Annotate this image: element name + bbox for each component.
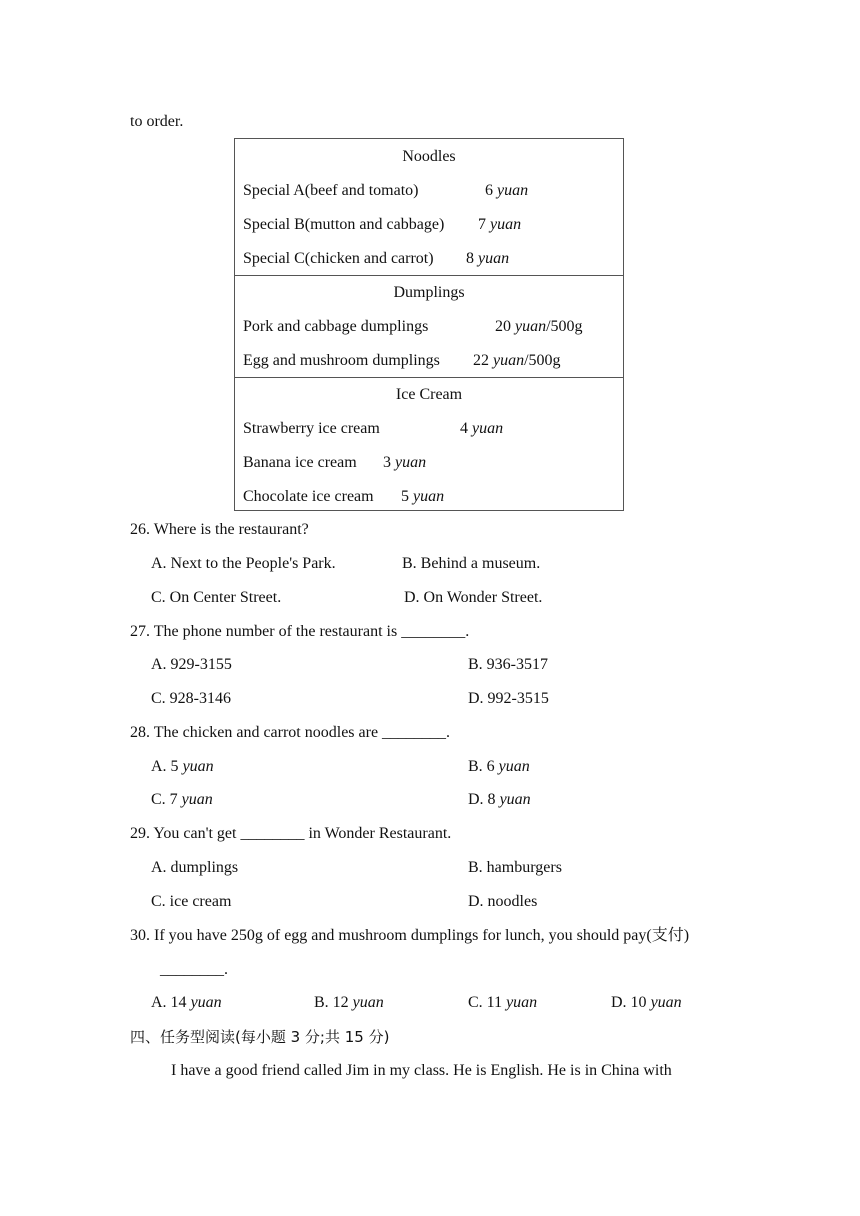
passage-first-line: I have a good friend called Jim in my class. He is English. He is in China with [171,1062,672,1079]
menu-item-price: 20 yuan/500g [495,318,583,335]
question-stem: 29. You can't get ________ in Wonder Restaurant. [130,825,452,842]
menu-item-name: Banana ice cream [243,454,357,471]
menu-item-name: Special A(beef and tomato) [243,182,419,199]
section-title: Noodles [402,148,456,165]
option-d: D. noodles [468,893,538,910]
option-b: B. hamburgers [468,859,562,876]
question-stem: 26. Where is the restaurant? [130,521,309,538]
menu-item-price: 7 yuan [478,216,522,233]
menu-item-price: 3 yuan [383,454,427,471]
option-b: B. Behind a museum. [402,555,541,572]
menu-item-price: 5 yuan [401,488,445,505]
option-b: B. 6 yuan [468,758,530,775]
option-a: A. 5 yuan [151,758,214,775]
question-blank: ________. [160,961,228,978]
menu-item-name: Egg and mushroom dumplings [243,352,440,369]
option-d: D. 992-3515 [468,690,549,707]
option-a: A. 929-3155 [151,656,232,673]
option-a: A. 14 yuan [151,994,222,1011]
menu-item-name: Pork and cabbage dumplings [243,318,429,335]
menu-item-price: 6 yuan [485,182,529,199]
section-heading: 四、任务型阅读(每小题 3 分;共 15 分) [130,1028,390,1046]
menu-table [234,138,624,511]
menu-item-name: Strawberry ice cream [243,420,380,437]
menu-item-price: 4 yuan [460,420,504,437]
intro-tail: to order. [130,113,184,130]
section-title: Dumplings [393,284,465,301]
menu-item-name: Special C(chicken and carrot) [243,250,434,267]
menu-section-dumplings [235,275,623,378]
option-b: B. 12 yuan [314,994,384,1011]
option-a: A. Next to the People's Park. [151,555,336,572]
menu-item-name: Special B(mutton and cabbage) [243,216,445,233]
option-a: A. dumplings [151,859,239,876]
option-c: C. ice cream [151,893,232,910]
option-d: D. 8 yuan [468,791,531,808]
question-stem: 30. If you have 250g of egg and mushroom dumplings for lunch, you should pay(支付) [130,927,690,944]
option-c: C. On Center Street. [151,589,282,606]
section-title: Ice Cream [395,386,463,403]
menu-item-price: 22 yuan/500g [473,352,561,369]
option-c: C. 11 yuan [468,994,538,1011]
question-stem: 28. The chicken and carrot noodles are ________. [130,724,451,741]
menu-section-noodles [235,139,623,276]
option-c: C. 7 yuan [151,791,213,808]
menu-item-name: Chocolate ice cream [243,488,374,505]
menu-item-price: 8 yuan [466,250,510,267]
option-d: D. 10 yuan [611,994,682,1011]
option-d: D. On Wonder Street. [404,589,543,606]
menu-section-ice-cream [235,377,623,512]
option-b: B. 936-3517 [468,656,548,673]
option-c: C. 928-3146 [151,690,231,707]
question-stem: 27. The phone number of the restaurant is ________. [130,623,470,640]
